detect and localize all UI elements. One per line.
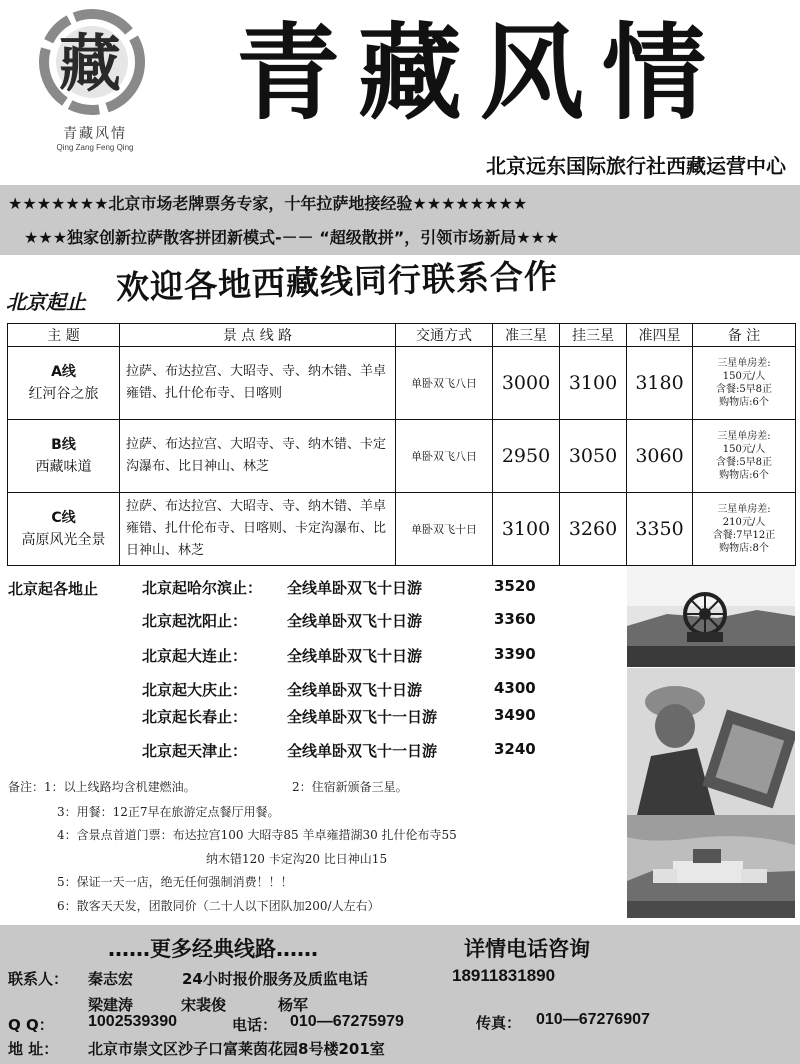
route-transport: 单卧双飞八日 <box>396 420 493 493</box>
qq-label: Q Q： <box>8 1016 54 1034</box>
table-row <box>8 493 796 566</box>
departure-price: 4300 <box>494 679 536 697</box>
header-notes: 备 注 <box>693 324 796 347</box>
route-transport: 单卧双飞十日 <box>396 493 493 566</box>
price-rated3: 3050 <box>560 420 627 493</box>
route-price-table <box>7 323 796 566</box>
note-line: 三星单房差: <box>717 504 771 515</box>
slogan-line-1: ★★★★★★★北京市场老牌票务专家，十年拉萨地接经验★★★★★★★★ <box>8 194 528 213</box>
departure-city: 北京起长春止： <box>142 708 248 726</box>
note-line: 150元/人 <box>722 371 766 382</box>
remark-5: 5：保证一天一店，绝无任何强制消费！！！ <box>57 875 293 889</box>
slogan-line-2: ★★★独家创新拉萨散客拼团新模式-－－ “超级散拼”，引领市场新局★★★ <box>24 228 560 247</box>
departure-price: 3360 <box>494 610 536 628</box>
departure-city: 北京起大连止： <box>142 647 248 665</box>
route-theme <box>8 347 120 420</box>
departure-desc: 全线单卧双飞十一日游 <box>287 708 438 726</box>
logo <box>30 6 160 162</box>
logo-pinyin: Qing Zang Feng Qing <box>56 143 134 152</box>
address-text: 北京市崇文区沙子口富莱茵花园8号楼201室 <box>88 1040 385 1058</box>
address-label: 地 址： <box>8 1040 59 1058</box>
remark-1: 备注：1：以上线路均含机建燃油。 <box>8 780 196 794</box>
departure-desc: 全线单卧双飞十一日游 <box>287 742 438 760</box>
phone-consult-label: 详情电话咨询 <box>464 937 590 961</box>
price-rated3: 3260 <box>560 493 627 566</box>
pilgrim-photo <box>627 668 795 815</box>
contact-label: 联系人： <box>8 970 69 988</box>
price-std4: 3060 <box>627 420 693 493</box>
note-line: 含餐:5早8正 <box>715 384 773 395</box>
route-name: 高原风光全景 <box>21 532 106 548</box>
contact-person: 宋裴俊 <box>181 996 227 1014</box>
remark-6: 6：散客天天发，团散同价（二十人以下团队加200/人左右） <box>57 899 380 913</box>
route-name: 西藏味道 <box>35 459 92 475</box>
route-theme <box>8 493 120 566</box>
qq-number: 1002539390 <box>88 1013 177 1030</box>
remark-4-cont: 纳木错120 卡定沟20 比日神山15 <box>206 852 388 866</box>
potala-palace-photo <box>627 815 795 918</box>
departure-desc: 全线单卧双飞十日游 <box>287 579 423 597</box>
contact-person: 秦志宏 <box>88 970 134 988</box>
route-code: A线 <box>51 364 76 380</box>
price-std3: 2950 <box>493 420 560 493</box>
header-price-std3: 准三星 <box>493 324 560 347</box>
route-transport: 单卧双飞八日 <box>396 347 493 420</box>
logo-text: 青藏风情 <box>63 126 127 142</box>
price-rated3: 3100 <box>560 347 627 420</box>
contact-person: 梁建涛 <box>88 996 134 1014</box>
note-line: 购物店:6个 <box>719 397 769 408</box>
departure-desc: 全线单卧双飞十日游 <box>287 612 423 630</box>
table-row <box>8 420 796 493</box>
departures-header: 北京起各地止 <box>8 580 99 598</box>
header-price-rated3: 挂三星 <box>560 324 627 347</box>
departure-city: 北京起哈尔滨止： <box>142 579 263 597</box>
contact-person: 杨军 <box>278 996 309 1014</box>
route-sights: 拉萨、布达拉宫、大昭寺、寺、纳木错、卡定沟瀑布、比日神山、林芝 <box>120 420 396 493</box>
hotline-label: 24小时报价服务及质监电话 <box>182 970 368 988</box>
route-code: B线 <box>51 437 76 453</box>
tel-label: 电话： <box>232 1016 278 1034</box>
price-std3: 3100 <box>493 493 560 566</box>
remark-4: 4：含景点首道门票：布达拉宫100 大昭寺85 羊卓雍措湖30 扎什伦布寺55 <box>57 828 457 842</box>
departure-price: 3240 <box>494 740 536 758</box>
note-line: 三星单房差: <box>717 431 771 442</box>
departure-city: 北京起沈阳止： <box>142 612 248 630</box>
route-code: C线 <box>51 510 76 526</box>
logo-character: 藏 <box>58 27 121 100</box>
header-price-std4: 准四星 <box>627 324 693 347</box>
route-notes <box>693 493 796 566</box>
note-line: 含餐:5早8正 <box>715 457 773 468</box>
route-name: 红河谷之旅 <box>28 386 99 402</box>
fax-label: 传真： <box>476 1014 522 1032</box>
table-header-row <box>8 324 796 347</box>
note-line: 含餐:7早12正 <box>712 530 776 541</box>
departure-desc: 全线单卧双飞十日游 <box>287 681 423 699</box>
note-line: 150元/人 <box>722 444 766 455</box>
header-sights: 景 点 线 路 <box>120 324 396 347</box>
dharma-wheel-photo <box>627 566 795 667</box>
header-transport: 交通方式 <box>396 324 493 347</box>
hotline-number: 18911831890 <box>452 966 556 985</box>
route-sights: 拉萨、布达拉宫、大昭寺、寺、纳木错、羊卓雍错、扎什伦布寺、日喀则 <box>120 347 396 420</box>
table-row <box>8 347 796 420</box>
departure-price: 3390 <box>494 645 536 663</box>
price-std4: 3180 <box>627 347 693 420</box>
route-notes <box>693 420 796 493</box>
note-line: 三星单房差: <box>717 358 771 369</box>
tel-number: 010—67275979 <box>290 1013 404 1030</box>
slogan-banner <box>0 185 800 255</box>
header-theme: 主 题 <box>8 324 120 347</box>
remark-2: 2：住宿新颁备三星。 <box>292 780 408 794</box>
price-std4: 3350 <box>627 493 693 566</box>
route-notes <box>693 347 796 420</box>
origin-tag: 北京起止 <box>6 290 86 314</box>
price-std3: 3000 <box>493 347 560 420</box>
note-line: 210元/人 <box>722 517 766 528</box>
brand-title: 青藏风情 <box>235 12 724 134</box>
note-line: 购物店:8个 <box>719 543 769 554</box>
route-theme <box>8 420 120 493</box>
fax-number: 010—67276907 <box>536 1011 650 1028</box>
departure-price: 3490 <box>494 706 536 724</box>
welcome-headline: 欢迎各地西藏线同行联系合作 <box>115 256 559 307</box>
route-sights: 拉萨、布达拉宫、大昭寺、寺、纳木错、羊卓雍错、扎什伦布寺、日喀则、卡定沟瀑布、比日神山、林芝 <box>120 493 396 566</box>
agency-name: 北京远东国际旅行社西藏运营中心 <box>486 154 786 178</box>
more-routes-label: ……更多经典线路…… <box>108 937 318 961</box>
departure-city: 北京起大庆止： <box>142 681 248 699</box>
contact-footer <box>0 925 800 1064</box>
note-line: 购物店:6个 <box>719 470 769 481</box>
departure-desc: 全线单卧双飞十日游 <box>287 647 423 665</box>
departure-price: 3520 <box>494 577 536 595</box>
departure-city: 北京起天津止： <box>142 742 248 760</box>
remark-3: 3：用餐：12正7早在旅游定点餐厅用餐。 <box>57 805 280 819</box>
